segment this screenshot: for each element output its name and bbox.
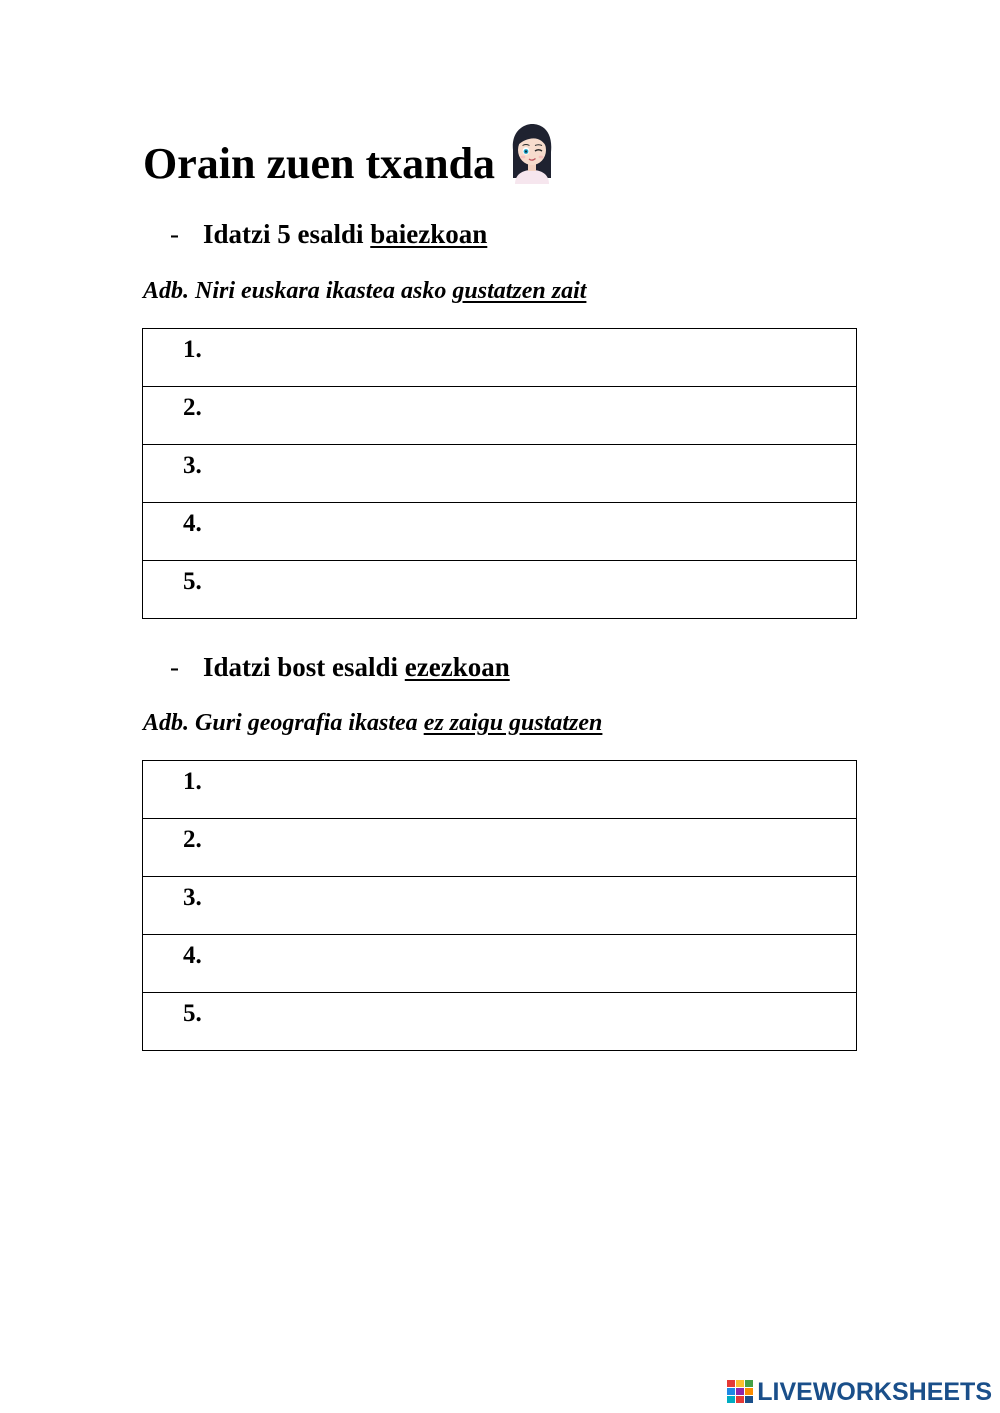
liveworksheets-brand[interactable]	[727, 1379, 992, 1405]
table-row[interactable]	[143, 445, 857, 503]
section2-answer-table	[142, 760, 857, 1051]
answer-cell[interactable]	[143, 445, 857, 503]
row-number: 4.	[183, 510, 202, 537]
table-row[interactable]	[143, 387, 857, 445]
section2-heading-prefix: Idatzi bost esaldi	[203, 652, 399, 682]
table-row[interactable]	[143, 877, 857, 935]
table-row[interactable]	[143, 819, 857, 877]
section2-example	[143, 711, 602, 735]
row-number: 1.	[183, 336, 202, 363]
section2-example-keyword: ez zaigu gustatzen	[423, 710, 603, 736]
section1-answer-table	[142, 328, 857, 619]
answer-cell[interactable]	[143, 387, 857, 445]
table-row[interactable]	[143, 935, 857, 993]
title-row	[143, 118, 563, 188]
table-row[interactable]	[143, 561, 857, 619]
section2-example-prefix: Adb. Guri geografia ikastea	[143, 710, 418, 736]
bullet-dash: -	[170, 652, 179, 682]
winking-girl-avatar-icon	[499, 120, 563, 184]
answer-cell[interactable]	[143, 993, 857, 1051]
table-row[interactable]	[143, 329, 857, 387]
answer-cell[interactable]	[143, 503, 857, 561]
answer-cell[interactable]	[143, 761, 857, 819]
section2-heading-keyword: ezezkoan	[404, 652, 510, 682]
row-number: 5.	[183, 568, 202, 595]
answer-cell[interactable]	[143, 935, 857, 993]
table-row[interactable]	[143, 761, 857, 819]
table-row[interactable]	[143, 993, 857, 1051]
row-number: 5.	[183, 1000, 202, 1027]
section1-example-keyword: gustatzen zait	[452, 278, 587, 304]
answer-cell[interactable]	[143, 561, 857, 619]
section1-example	[143, 279, 586, 303]
brand-name: LIVEWORKSHEETS	[757, 1377, 992, 1406]
answer-cell[interactable]	[143, 877, 857, 935]
answer-cell[interactable]	[143, 819, 857, 877]
section2-heading	[170, 654, 510, 681]
row-number: 2.	[183, 826, 202, 853]
row-number: 2.	[183, 394, 202, 421]
section1-heading-keyword: baiezkoan	[370, 219, 488, 249]
page-title: Orain zuen txanda	[143, 139, 496, 188]
section1-example-prefix: Adb. Niri euskara ikastea asko	[143, 278, 447, 304]
row-number: 1.	[183, 768, 202, 795]
section1-heading-prefix: Idatzi 5 esaldi	[203, 219, 364, 249]
table-row[interactable]	[143, 503, 857, 561]
row-number: 3.	[183, 452, 202, 479]
row-number: 3.	[183, 884, 202, 911]
bullet-dash: -	[170, 219, 179, 249]
answer-cell[interactable]	[143, 329, 857, 387]
liveworksheets-logo-icon	[727, 1380, 755, 1404]
section1-heading	[170, 221, 487, 248]
row-number: 4.	[183, 942, 202, 969]
